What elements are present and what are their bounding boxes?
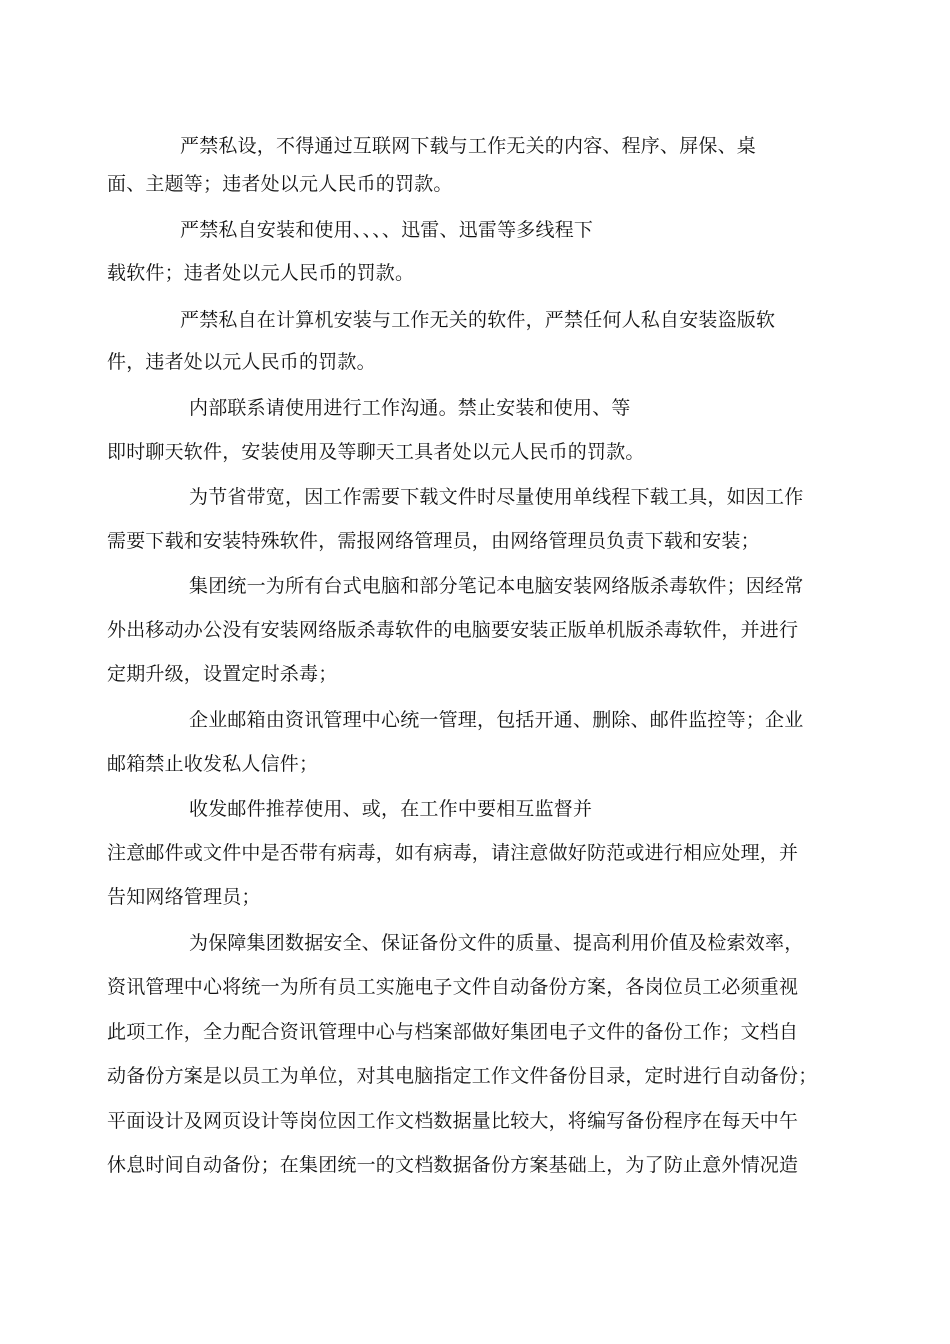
paragraph-7-line-1: 企业邮箱由资讯管理中心统一管理，包括开通、删除、邮件监控等；企业 xyxy=(189,709,804,731)
paragraph-6-line-1: 集团统一为所有台式电脑和部分笔记本电脑安装网络版杀毒软件；因经常 xyxy=(189,575,804,597)
paragraph-6-line-3: 定期升级，设置定时杀毒； xyxy=(107,663,338,685)
paragraph-9-line-2: 资讯管理中心将统一为所有员工实施电子文件自动备份方案，各岗位员工必须重视 xyxy=(107,976,799,998)
paragraph-8-line-1: 收发邮件推荐使用、或，在工作中要相互监督并 xyxy=(189,798,593,820)
paragraph-9-line-4: 动备份方案是以员工为单位，对其电脑指定工作文件备份目录，定时进行自动备份； xyxy=(107,1065,818,1087)
paragraph-3-line-2: 件，违者处以元人民币的罚款。 xyxy=(107,351,376,373)
paragraph-9-line-6: 休息时间自动备份；在集团统一的文档数据备份方案基础上，为了防止意外情况造 xyxy=(107,1154,799,1176)
paragraph-9-line-1: 为保障集团数据安全、保证备份文件的质量、提高利用价值及检索效率， xyxy=(189,932,804,954)
paragraph-4-line-2: 即时聊天软件，安装使用及等聊天工具者处以元人民币的罚款。 xyxy=(107,441,645,463)
paragraph-2-line-2: 载软件；违者处以元人民币的罚款。 xyxy=(107,262,415,284)
paragraph-9-line-5: 平面设计及网页设计等岗位因工作文档数据量比较大，将编写备份程序在每天中午 xyxy=(107,1110,799,1132)
paragraph-8-line-3: 告知网络管理员； xyxy=(107,886,261,908)
paragraph-1-line-2: 面、主题等；违者处以元人民币的罚款。 xyxy=(107,173,453,195)
paragraph-5-line-2: 需要下载和安装特殊软件，需报网络管理员，由网络管理员负责下载和安装； xyxy=(107,530,760,552)
paragraph-1-line-1: 严禁私设，不得通过互联网下载与工作无关的内容、程序、屏保、桌 xyxy=(180,135,757,157)
paragraph-3-line-1: 严禁私自在计算机安装与工作无关的软件，严禁任何人私自安装盗版软 xyxy=(180,309,776,331)
paragraph-6-line-2: 外出移动办公没有安装网络版杀毒软件的电脑要安装正版单机版杀毒软件，并进行 xyxy=(107,619,799,641)
paragraph-7-line-2: 邮箱禁止收发私人信件； xyxy=(107,753,319,775)
paragraph-4-line-1: 内部联系请使用进行工作沟通。禁止安装和使用、等 xyxy=(189,397,631,419)
paragraph-8-line-2: 注意邮件或文件中是否带有病毒，如有病毒，请注意做好防范或进行相应处理，并 xyxy=(107,842,799,864)
paragraph-9-line-3: 此项工作，全力配合资讯管理中心与档案部做好集团电子文件的备份工作；文档自 xyxy=(107,1021,799,1043)
paragraph-5-line-1: 为节省带宽，因工作需要下载文件时尽量使用单线程下载工具，如因工作 xyxy=(189,486,804,508)
paragraph-2-line-1: 严禁私自安装和使用、、、、迅雷、迅雷等多线程下 xyxy=(180,219,594,241)
